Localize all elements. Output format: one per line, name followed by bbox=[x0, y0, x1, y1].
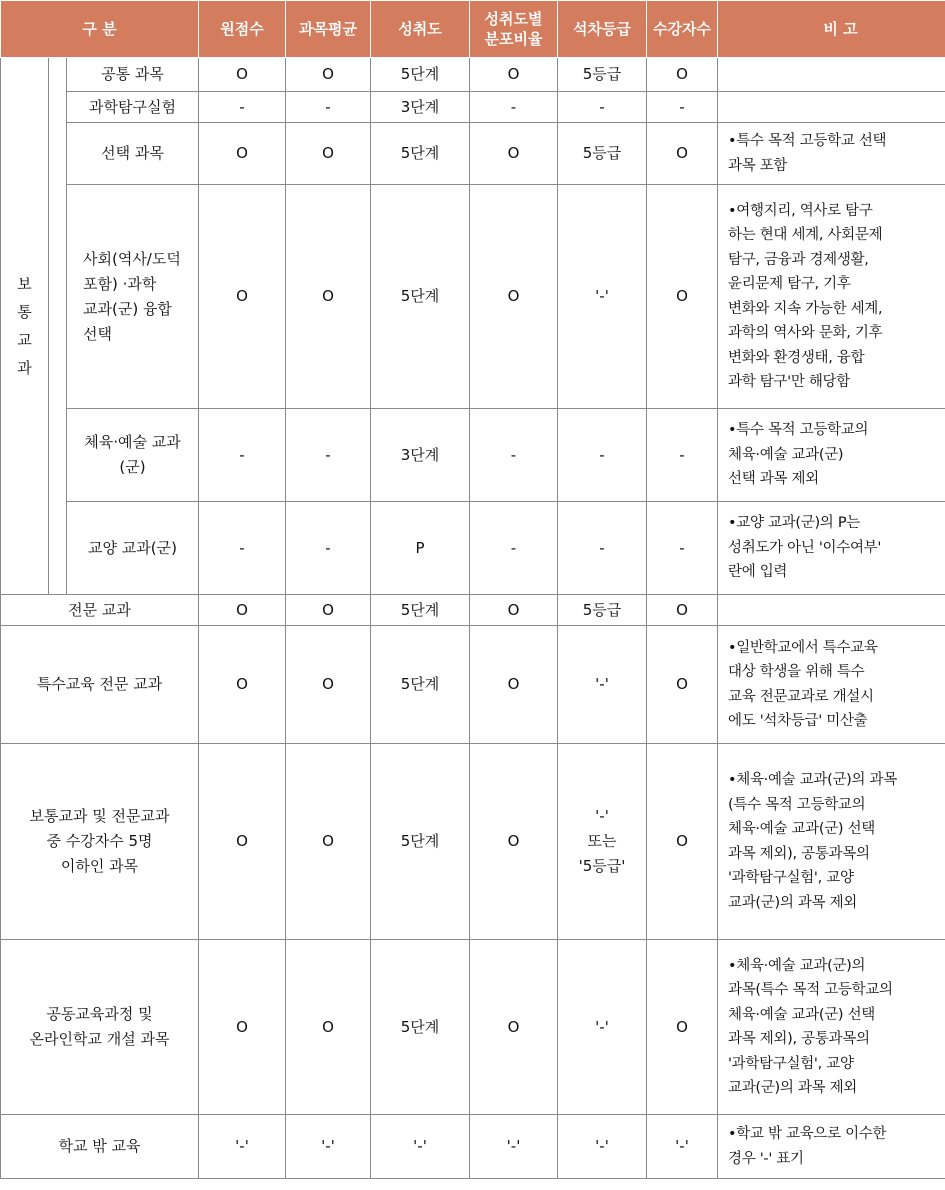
table-row: 공동교육과정 및 온라인학교 개설 과목 O O 5단계 O '-' O •체육·예술 교과(군)의 과목(특수 목적 고등학교의 체육·예술 교과(군) 선택 과목 제외), 공통과목의 '과학탐구실험', 교양 교과(군)의 과목 제외 bbox=[1, 940, 945, 1115]
header-distribution-line2: 분포비율 bbox=[484, 30, 543, 48]
row-name: 공통 과목 bbox=[67, 58, 199, 92]
header-achievement: 성취도 bbox=[371, 1, 470, 58]
header-enrollment: 수강자수 bbox=[647, 1, 718, 58]
header-distribution-line1: 성취도별 bbox=[484, 10, 543, 28]
table-row: 보통교과 및 전문교과 중 수강자수 5명 이하인 과목 O O 5단계 O '-' 또는 '5등급' O •체육·예술 교과(군)의 과목 (특수 목적 고등학교의 체육·예술 교과(군) 선택 과목 제외), 공통과목의 '과학탐구실험', 교양 교과(군)의 과목 제외 bbox=[1, 744, 945, 940]
table-row: 체육·예술 교과 (군) - - 3단계 - - - •특수 목적 고등학교의 체육·예술 교과(군) 선택 과목 제외 bbox=[1, 409, 945, 502]
header-row bbox=[1, 1, 945, 58]
row-note: •교양 교과(군)의 P는 성취도가 아닌 '이수여부' 란에 입력 bbox=[718, 502, 945, 595]
row-note: •특수 목적 고등학교의 체육·예술 교과(군) 선택 과목 제외 bbox=[718, 409, 945, 502]
row-name: 과학탐구실험 bbox=[67, 92, 199, 123]
row-note: •여행지리, 역사로 탐구 하는 현대 세계, 사회문제 탐구, 금융과 경제생활, 윤리문제 탐구, 기후 변화와 지속 가능한 세계, 과학의 역사와 문화, 기후 변화와 환경생태, 융합 과학 탐구'만 해당함 bbox=[718, 185, 945, 409]
table-row: 교양 교과(군) - - P - - - •교양 교과(군)의 P는 성취도가 아닌 '이수여부' 란에 입력 bbox=[1, 502, 945, 595]
row-name: 선택 과목 bbox=[67, 123, 199, 185]
row-name: 학교 밖 교육 bbox=[1, 1115, 199, 1179]
table-row: 보 통 교 과 공통 과목 O O 5단계 O 5등급 O bbox=[1, 58, 945, 92]
table-row: 사회(역사/도덕 포함) ·과학 교과(군) 융합 선택 O O 5단계 O '-' O •여행지리, 역사로 탐구 하는 현대 세계, 사회문제 탐구, 금융과 경제생활, 윤리문제 탐구, 기후 변화와 지속 가능한 세계, 과학의 역사와 문화, 기후 변화와 환경생태, 융합 과학 탐구'만 해당함 bbox=[1, 185, 945, 409]
row-note bbox=[718, 92, 945, 123]
table-row: 과학탐구실험 - - 3단계 - - - bbox=[1, 92, 945, 123]
row-name: 사회(역사/도덕 포함) ·과학 교과(군) 융합 선택 bbox=[67, 185, 199, 409]
header-category: 구 분 bbox=[1, 1, 199, 58]
row-name: 특수교육 전문 교과 bbox=[1, 626, 199, 744]
indent-cell bbox=[49, 58, 67, 595]
row-name: 공동교육과정 및 온라인학교 개설 과목 bbox=[1, 940, 199, 1115]
header-remarks: 비 고 bbox=[718, 1, 945, 58]
table-row: 학교 밖 교육 '-' '-' '-' '-' '-' '-' •학교 밖 교육으로 이수한 경우 '-' 표기 bbox=[1, 1115, 945, 1179]
general-category-label: 보 통 교 과 bbox=[17, 275, 32, 377]
header-grade-rank: 석차등급 bbox=[558, 1, 647, 58]
row-note: •체육·예술 교과(군)의 과목(특수 목적 고등학교의 체육·예술 교과(군) 선택 과목 제외), 공통과목의 '과학탐구실험', 교양 교과(군)의 과목 제외 bbox=[718, 940, 945, 1115]
header-distribution bbox=[470, 1, 558, 58]
row-name: 전문 교과 bbox=[1, 595, 199, 626]
row-note bbox=[718, 595, 945, 626]
row-name: 보통교과 및 전문교과 중 수강자수 5명 이하인 과목 bbox=[1, 744, 199, 940]
table-row: 특수교육 전문 교과 O O 5단계 O '-' O •일반학교에서 특수교육 대상 학생을 위해 특수 교육 전문교과로 개설시 에도 '석차등급' 미산출 bbox=[1, 626, 945, 744]
row-note: •체육·예술 교과(군)의 과목 (특수 목적 고등학교의 체육·예술 교과(군) 선택 과목 제외), 공통과목의 '과학탐구실험', 교양 교과(군)의 과목 제외 bbox=[718, 744, 945, 940]
row-name: 교양 교과(군) bbox=[67, 502, 199, 595]
row-name: 체육·예술 교과 (군) bbox=[67, 409, 199, 502]
grade-rank-multi: '-' 또는 '5등급' bbox=[558, 744, 647, 940]
header-raw-score: 원점수 bbox=[199, 1, 286, 58]
table-row: 전문 교과 O O 5단계 O 5등급 O bbox=[1, 595, 945, 626]
row-note: •특수 목적 고등학교 선택 과목 포함 bbox=[718, 123, 945, 185]
general-category-cell bbox=[1, 58, 49, 595]
row-note: •일반학교에서 특수교육 대상 학생을 위해 특수 교육 전문교과로 개설시 에도 '석차등급' 미산출 bbox=[718, 626, 945, 744]
header-course-average: 과목평균 bbox=[286, 1, 371, 58]
row-note: •학교 밖 교육으로 이수한 경우 '-' 표기 bbox=[718, 1115, 945, 1179]
row-note bbox=[718, 58, 945, 92]
table-row: 선택 과목 O O 5단계 O 5등급 O •특수 목적 고등학교 선택 과목 포함 bbox=[1, 123, 945, 185]
